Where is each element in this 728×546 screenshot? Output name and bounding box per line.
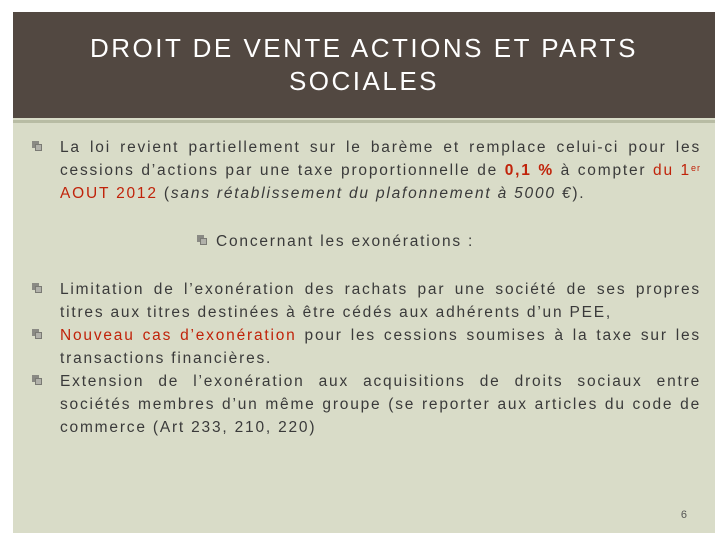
- title-divider: [13, 120, 715, 123]
- slide: [13, 12, 715, 533]
- bullet-text: Concernant les exonérations :: [216, 233, 475, 250]
- page-number: 6: [680, 509, 687, 521]
- slide-title-line2: SOCIALES: [288, 66, 440, 96]
- tax-rate: 0,1 %: [504, 162, 554, 179]
- bullet-text: pour les cessions soumises à la taxe sur les transactions financières.: [60, 327, 701, 367]
- highlighted-text: Nouveau cas d’exonération: [60, 327, 297, 344]
- bullet-item-nouveau-cas: [29, 324, 701, 370]
- slide-content: [29, 136, 701, 439]
- plafonnement-note: sans rétablissement du plafonnement à 5000 €: [170, 185, 573, 202]
- bullet-item-extension: [29, 370, 701, 439]
- bullet-text: (: [157, 185, 171, 202]
- slide-title-line1: DROIT DE VENTE ACTIONS ET PARTS: [89, 33, 638, 63]
- slide-title: [33, 32, 695, 98]
- bullet-text: à compter: [553, 162, 654, 179]
- bullet-text: Limitation de l’exonération des rachats par une société de ses propres titres aux titres destinées à être cédés aux adhérents d’un PEE,: [60, 281, 701, 321]
- bullet-text: La loi revient partiellement sur le barème et remplace celui-ci pour les cessions d’actions par une taxe proportionnelle de: [60, 139, 701, 179]
- bullet-item-exonerations-heading: [29, 230, 701, 253]
- bullet-item-limitation: [29, 278, 701, 324]
- bullet-item-bareme: [29, 136, 701, 205]
- title-band: [13, 12, 715, 118]
- bullet-text: ).: [572, 185, 586, 202]
- effective-date-part: AOUT 2012: [60, 185, 158, 202]
- effective-date-superscript: er: [690, 163, 701, 173]
- effective-date-part: du 1: [653, 162, 691, 179]
- bullet-text: Extension de l’exonération aux acquisitions de droits sociaux entre sociétés membres d’un même groupe (se reporter aux articles du code de commerce (Art 233, 210, 220): [60, 373, 701, 436]
